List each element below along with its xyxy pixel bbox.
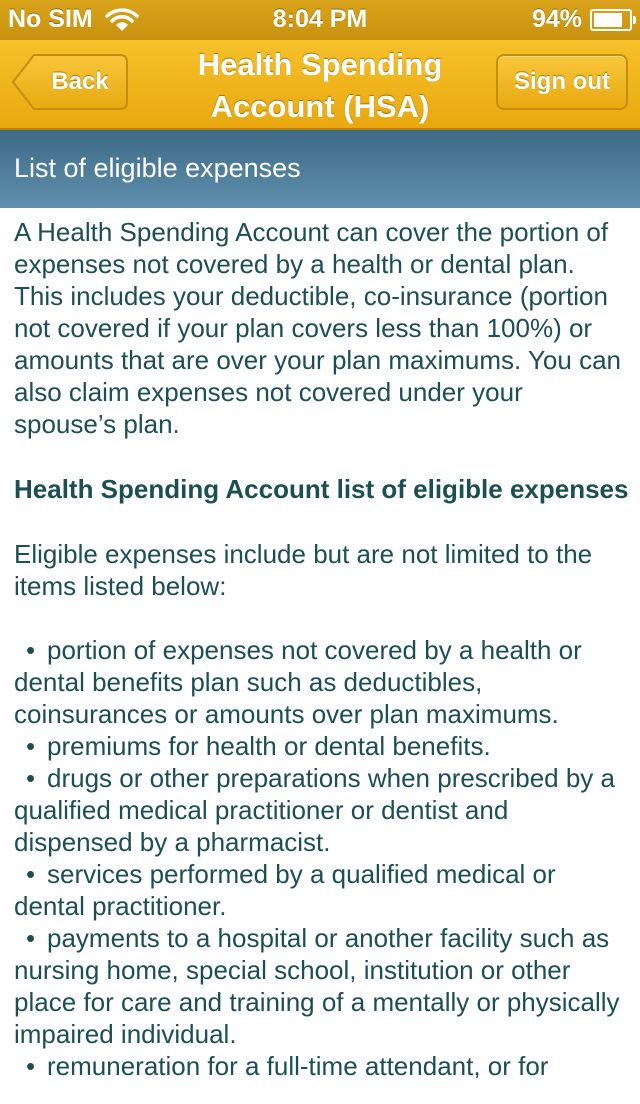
carrier-label: No SIM: [8, 5, 93, 33]
battery-fill: [594, 13, 622, 27]
list-item-text: premiums for health or dental benefits.: [47, 731, 491, 761]
sign-out-button[interactable]: Sign out: [496, 54, 628, 110]
battery-nub: [633, 16, 636, 24]
status-right: [532, 5, 632, 34]
list-item: [14, 730, 630, 762]
list-item-text: remuneration for a full-time attendant, or for: [47, 1051, 549, 1081]
back-button[interactable]: [12, 54, 128, 110]
status-bar: [0, 0, 640, 40]
section-header: List of eligible expenses: [0, 130, 640, 208]
intro-paragraph: A Health Spending Account can cover the portion of expenses not covered by a health or dental plan. This includes your deductible, co-insurance (portion not covered if your plan covers less than 100%) or amounts that are over your plan maximums. You can also claim expenses not covered under your spouse’s plan.: [14, 217, 621, 439]
bullet-icon: •: [25, 731, 36, 761]
navigation-bar: [0, 40, 640, 130]
eligible-expenses-heading: Health Spending Account list of eligible expenses: [14, 474, 629, 504]
bullet-icon: •: [25, 923, 36, 953]
list-item-text: drugs or other preparations when prescribed by a qualified medical practitioner or dentist and dispensed by a pharmacist.: [14, 763, 615, 857]
bullet-icon: •: [25, 763, 36, 793]
expense-list: [14, 634, 630, 1082]
bullet-icon: •: [25, 859, 36, 889]
list-item: [14, 762, 630, 858]
list-item-text: services performed by a qualified medical or dental practitioner.: [14, 859, 556, 921]
lead-paragraph: Eligible expenses include but are not limited to the items listed below:: [14, 539, 593, 601]
list-item: [14, 858, 630, 922]
list-item-text: payments to a hospital or another facility such as nursing home, special school, institution or other place for care and training of a mentally or physically impaired individual.: [14, 923, 620, 1049]
page-title: [150, 44, 490, 128]
list-item: [14, 634, 630, 730]
page-title-line1: Health Spending: [197, 47, 443, 82]
list-item-text: portion of expenses not covered by a health or dental benefits plan such as deductibles, coinsurances or amounts over plan maximums.: [14, 635, 582, 729]
status-time: 8:04 PM: [272, 5, 368, 33]
bullet-icon: •: [25, 1051, 36, 1081]
list-item: [14, 1050, 630, 1082]
content-body: [14, 216, 630, 1082]
list-item: [14, 922, 630, 1050]
back-label: Back: [51, 68, 109, 95]
battery-percent: 94%: [531, 5, 582, 33]
page-title-line2: Account (HSA): [210, 89, 430, 124]
battery-icon: [590, 9, 632, 31]
bullet-icon: •: [25, 635, 36, 665]
